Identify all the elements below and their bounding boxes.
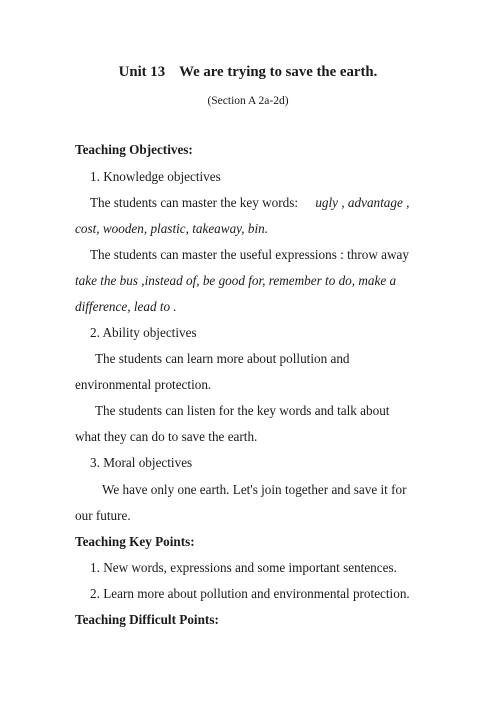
key-words-intro: The students can master the key words: — [90, 195, 299, 210]
ability-line-4: what they can do to save the earth. — [75, 429, 258, 444]
key-points-heading: Teaching Key Points: — [75, 534, 195, 549]
expressions-line-3: difference, lead to . — [75, 299, 177, 314]
key-point-2: 2. Learn more about pollution and environmental protection. — [90, 586, 410, 601]
unit-number: Unit 13 — [118, 64, 166, 80]
objectives-heading: Teaching Objectives: — [75, 142, 193, 157]
expressions-intro: The students can master the useful expressions : throw away — [90, 247, 409, 262]
moral-line-2: our future. — [75, 508, 131, 523]
expressions-line-2: take the bus ,instead of, be good for, remember to do, make a — [75, 273, 397, 288]
key-words-continued: cost, wooden, plastic, takeaway, bin. — [75, 221, 269, 236]
ability-line-3: The students can listen for the key words and talk about — [95, 403, 390, 418]
key-words-line — [90, 194, 409, 212]
key-point-1: 1. New words, expressions and some important sentences. — [90, 560, 397, 575]
knowledge-objectives-label: 1. Knowledge objectives — [90, 169, 221, 184]
page-title — [0, 64, 496, 81]
moral-objectives-label: 3. Moral objectives — [90, 455, 193, 470]
difficult-points-heading: Teaching Difficult Points: — [75, 612, 219, 627]
ability-objectives-label: 2. Ability objectives — [90, 325, 197, 340]
unit-title: We are trying to save the earth. — [179, 64, 378, 80]
ability-line-1: The students can learn more about pollution and — [95, 351, 350, 366]
key-words: ugly , advantage , — [315, 195, 410, 210]
ability-line-2: environmental protection. — [75, 377, 212, 392]
section-subtitle: (Section A 2a-2d) — [207, 95, 289, 107]
moral-line-1: We have only one earth. Let's join together and save it for — [102, 482, 407, 497]
